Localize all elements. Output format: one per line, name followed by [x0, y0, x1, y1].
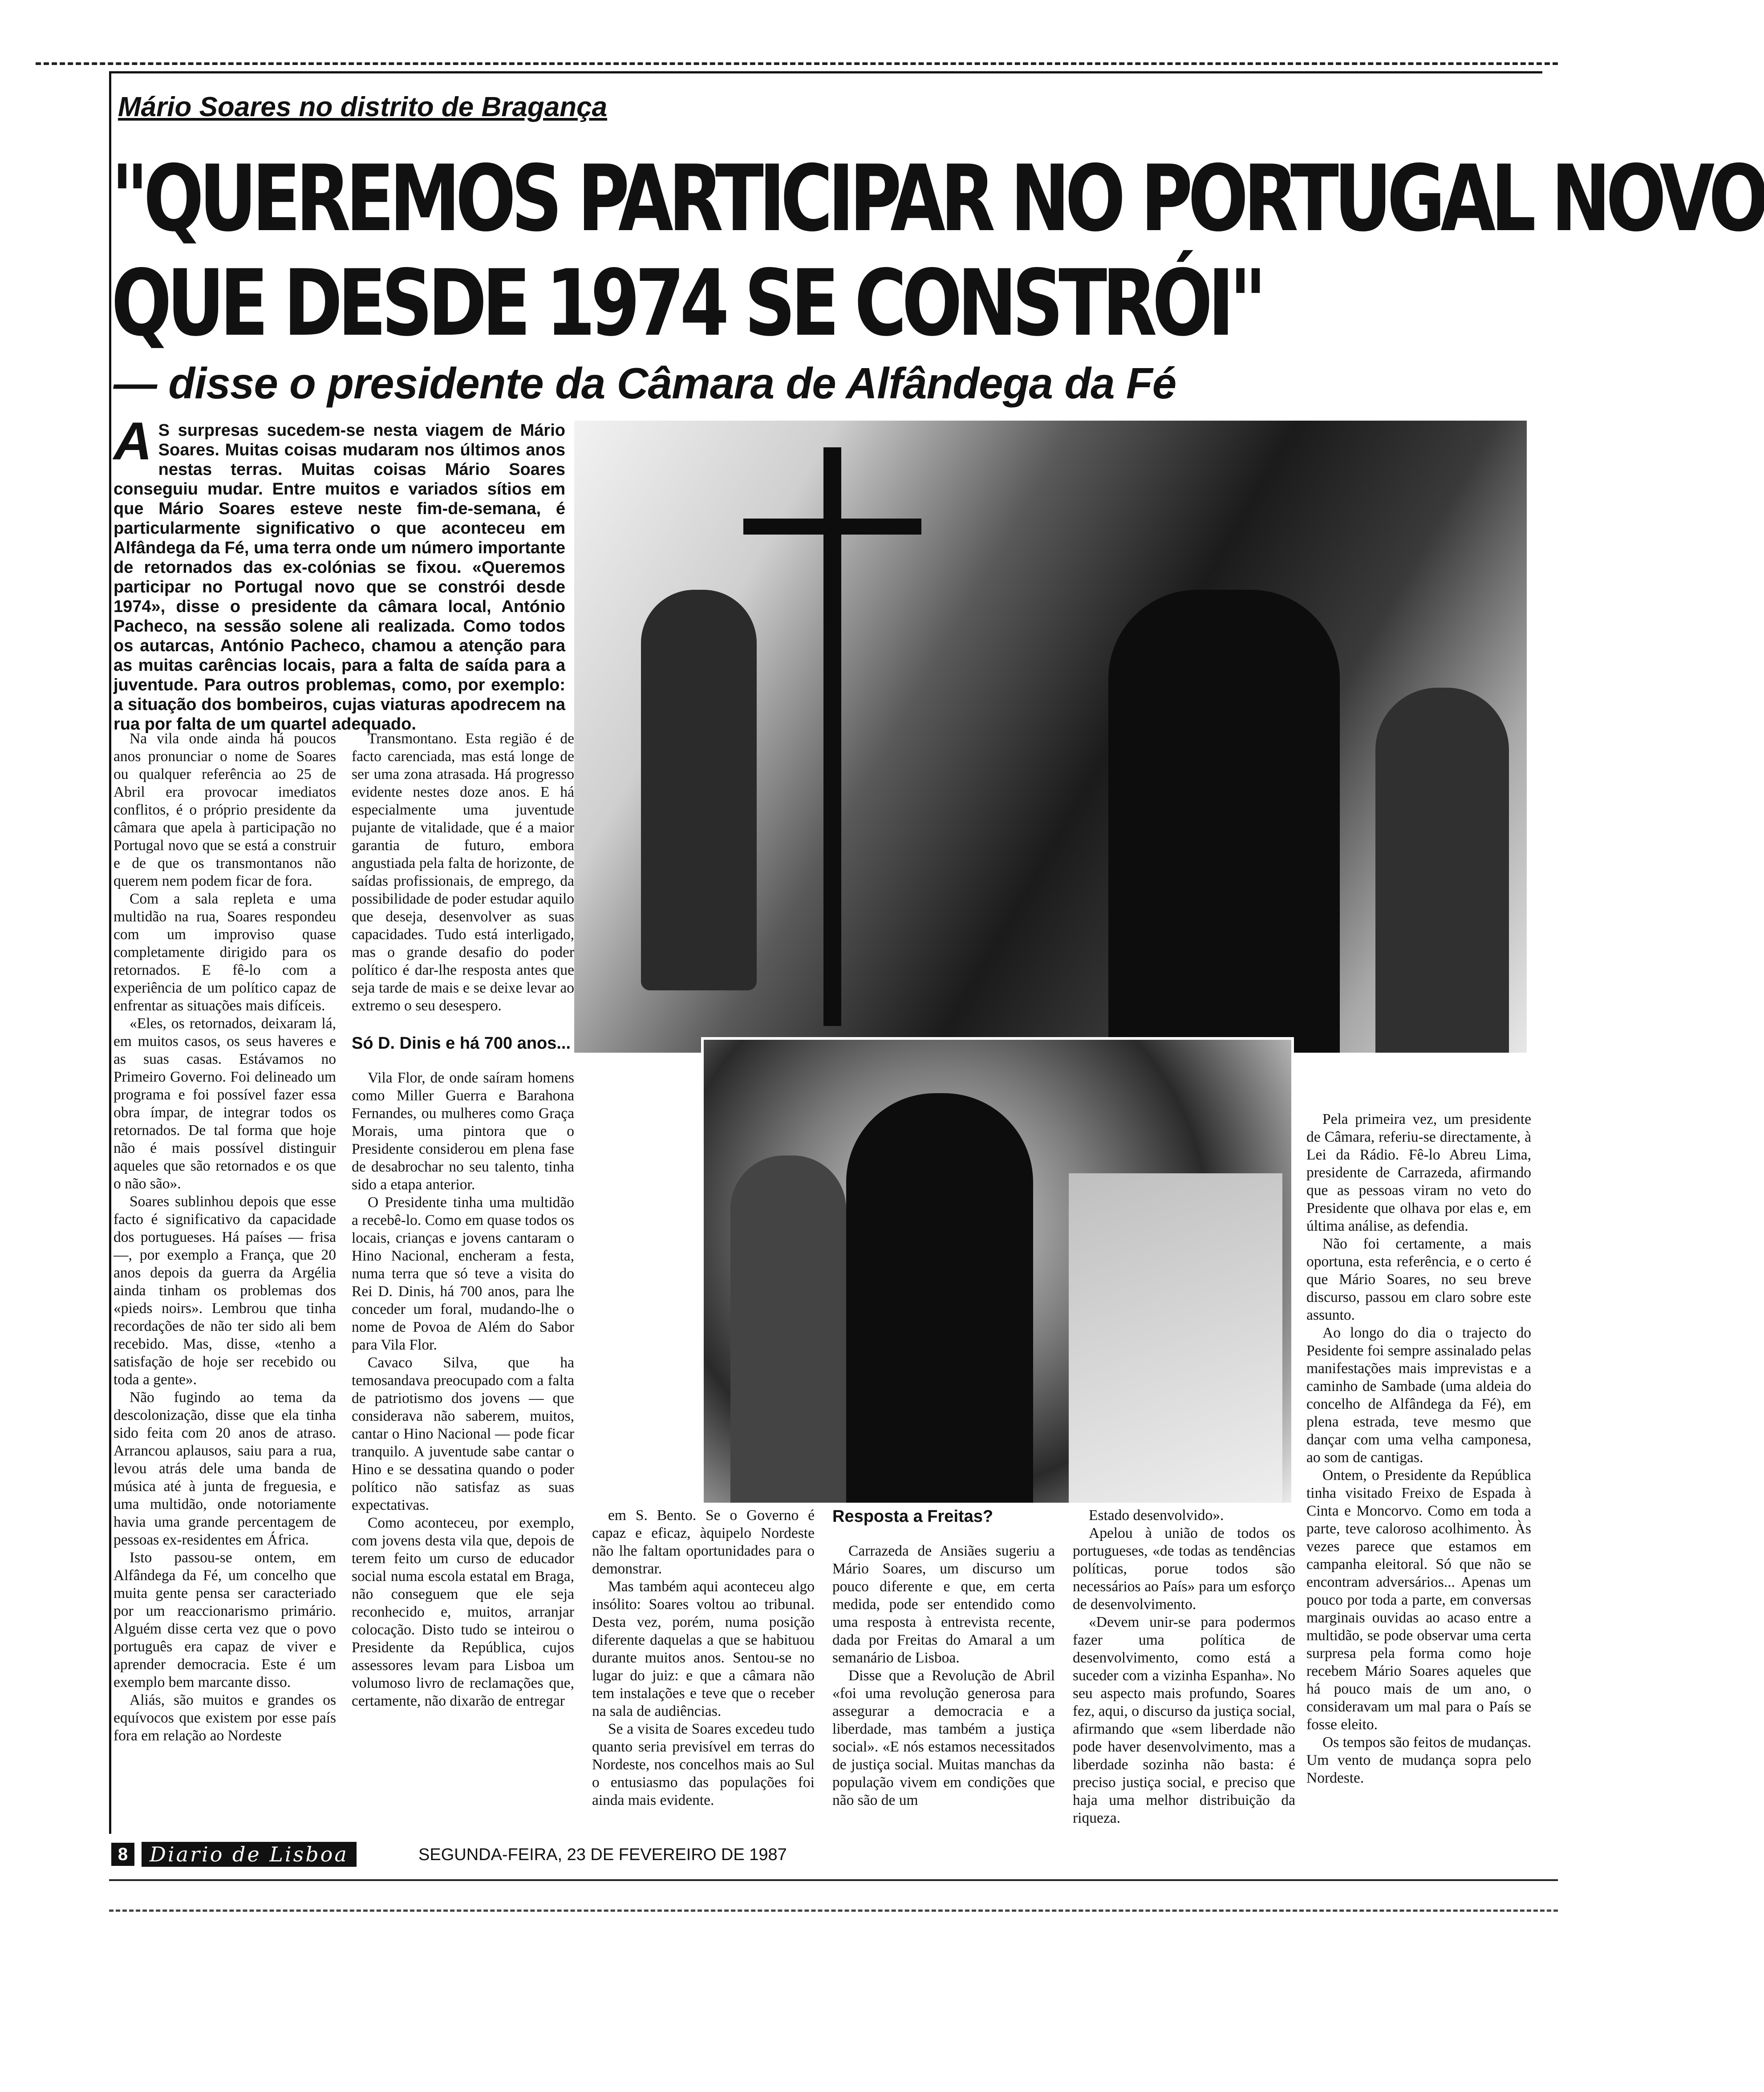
paragraph: Disse que a Revolução de Abril «foi uma revolução generosa para assegurar a democracia e a liberdade, mas também a justiça social». «E nós estamos necessitados de justiça social. Muitas manchas da população vivem em condições que não são de um	[832, 1667, 1055, 1808]
paragraph: Cavaco Silva, que ha temosandava preocupado com a falta de patriotismo dos jovens — que considerava não saberem, muitos, cantar o Hino Nacional — pode ficar tranquilo. A juventude sabe cantar o Hino e se dessatina quando o poder político não satisfaz as suas expectativas.	[352, 1354, 574, 1513]
paragraph: Aliás, são muitos e grandes os equívocos que existem por esse país fora em relação ao Nordeste	[114, 1692, 336, 1744]
dropcap: A	[114, 411, 152, 471]
lead-text: S surpresas sucedem-se nesta viagem de Mário Soares. Muitas coisas mudaram nos últimos anos nestas terras. Muitas coisas Mário Soares conseguiu mudar. Entre muitos e variados sítios em que Mário Soares esteve neste fim-de-semana, é particularmente significativo o que aconteceu em Alfândega da Fé, uma terra onde um número importante de retornados das ex-colónias se fixou. «Queremos participar no Portugal novo que se constrói desde 1974», disse o presidente da câmara local, António Pacheco, na sessão solene ali realizada. Como todos os autarcas, António Pacheco, chamou a atenção para as muitas carências locais, para a falta de saída para a juventude. Para outros problemas, como, por exemplo: a situação dos bombeiros, cujas viaturas apodrecem na rua por falta de um quartel adequado.	[114, 421, 565, 734]
paragraph: «Devem unir-se para podermos fazer uma política de desenvolvimento, como está a suceder com a vizinha Espanha». No seu aspecto mais profundo, Soares fez, aqui, o discurso da justiça social, afirmando que «sem liberdade não pode haver desenvolvimento, mas a liberdade sozinha não basta: é preciso justiça social, e preciso que haja uma melhor distribuição da riqueza.	[1073, 1614, 1295, 1826]
paragraph: Os tempos são feitos de mudanças. Um vento de mudança sopra pelo Nordeste.	[1306, 1734, 1531, 1786]
headline-line-1: "QUEREMOS PARTICIPAR NO PORTUGAL NOVO	[111, 146, 1764, 252]
paragraph: em S. Bento. Se o Governo é capaz e eficaz, àquipelo Nordeste não lhe faltam oportunidades para o demonstrar.	[592, 1507, 815, 1577]
dateline: SEGUNDA-FEIRA, 23 DE FEVEREIRO DE 1987	[418, 1845, 787, 1864]
inset-photo	[701, 1037, 1294, 1505]
paragraph: Apelou à união de todos os portugueses, «de todas as tendências políticas, porue todos são necessários ao País» para um esforço de desenvolvimento.	[1073, 1525, 1295, 1613]
article-lead	[114, 411, 565, 734]
column-5	[1073, 1507, 1295, 1827]
subhead-resposta-a-freitas: Resposta a Freitas?	[832, 1507, 994, 1526]
subhead-so-d-dinis: Só D. Dinis e há 700 anos...	[352, 1034, 571, 1053]
column-6	[1306, 1111, 1531, 1827]
page-number: 8	[111, 1843, 134, 1866]
paragraph: Estado desenvolvido».	[1089, 1507, 1224, 1524]
article-deck: — disse o presidente da Câmara de Alfândega da Fé	[114, 359, 1176, 408]
paragraph: Como aconteceu, por exemplo, com jovens desta vila que, depois de terem feito um curso de educador social numa escola estatal em Braga, não conseguem que ele seja reconhecido e, muitos, arranjar colocação. Disto tudo se inteirou o Presidente da República, cujos assessores levam para Lisboa um volumoso livro de reclamações que, certamente, não dixarão de entregar	[352, 1515, 574, 1709]
paragraph: Mas também aqui aconteceu algo insólito: Soares voltou ao tribunal. Desta vez, porém, numa posição diferente daquelas a que se habituou durante muitos anos. Sentou-se no lugar do juiz: e que a câmara não tem instalações e teve que o receber na sala de audiências.	[592, 1578, 815, 1719]
paragraph: Ontem, o Presidente da República tinha visitado Freixo de Espada à Cinta e Moncorvo. Como em toda a parte, teve caloroso acolhimento. Às vezes parece que estamos em campanha eleitoral. Só que não se encontram adversários... Apenas um pouco por toda a parte, em conversas marginais ouvidas ao acaso entre a multidão, se pode observar uma certa surpresa pela forma como hoje recebem Mário Soares aqueles que há pouco mais de um ano, o consideravam um mal para o País se fosse eleito.	[1306, 1467, 1531, 1733]
bottom-rule	[109, 1879, 1558, 1881]
article-kicker: Mário Soares no distrito de Bragança	[118, 92, 608, 122]
column-3	[592, 1507, 815, 1827]
column-4	[832, 1507, 1055, 1827]
paragraph: Não fugindo ao tema da descolonização, disse que ela tinha sido feita com 20 anos de atraso. Arrancou aplausos, saiu para a rua, levou atrás dele uma banda de música até à junta de freguesia, e uma multidão, onde notoriamente havia uma grande percentagem de pessoas ex-residentes em África.	[114, 1389, 336, 1548]
photo-icon	[846, 1093, 1033, 1503]
headline-line-2: QUE DESDE 1974 SE CONSTRÓI"	[111, 251, 1262, 357]
article-headline	[111, 146, 1764, 357]
paragraph: Pela primeira vez, um presidente de Câmara, referiu-se directamente, à Lei da Rádio. Fê-lo Abreu Lima, presidente de Carrazeda, afirmando que as pessoas viram no veto do Presidente que olhava por elas e, em última análise, as defendia.	[1306, 1111, 1531, 1234]
paragraph: Isto passou-se ontem, em Alfândega da Fé, um concelho que muita gente pensa ser caracteriado por um reaccionarismo primário. Alguém disse certa vez que o povo português era capaz de viver e aprender democracia. Este é um exemplo bem marcante disso.	[114, 1549, 336, 1691]
bottom-dashed-rule	[109, 1910, 1558, 1912]
column-1	[114, 730, 336, 1825]
column-2	[352, 730, 574, 1825]
paragraph: Vila Flor, de onde saíram homens como Miller Guerra e Barahona Fernandes, ou mulheres como Graça Morais, uma pintora que o Presidente considerou em plena fase de desabrochar no seu talento, tinha sido a etapa anterior.	[352, 1070, 574, 1193]
paragraph: Soares sublinhou depois que esse facto é significativo da capacidade dos portugueses. Há países — frisa —, por exemplo a França, que 20 anos depois da guerra da Argélia ainda tinham os problemas dos «pieds noirs». Lembrou que tinha recordações de não ter sido ali bem recebido. Mas, disse, «tenho a satisfação de hoje ser recebido ou toda a gente».	[114, 1193, 336, 1388]
top-rule	[36, 62, 1558, 65]
paragraph: Transmontano. Esta região é de facto carenciada, mas está longe de ser uma zona atrasada. Há progresso evidente nestes doze anos. E há especialmente uma juventude pujante de vitalidade, que é a maior garantia de futuro, embora angustiada pela falta de horizonte, de saídas profissionais, de emprego, da possibilidade de poder estudar aquilo que deseja, desenvolver as suas capacidades. Tudo está interligado, mas o grande desafio do poder político é dar-lhe resposta antes que seja tarde de mais e se deixe levar ao extremo o seu desespero.	[352, 730, 574, 1014]
paragraph: Não foi certamente, a mais oportuna, esta referência, e o certo é que Mário Soares, no seu breve discurso, passou em claro sobre este assunto.	[1306, 1236, 1531, 1323]
paragraph: Com a sala repleta e uma multidão na rua, Soares respondeu com um improviso quase completamente dirigido para os retornados. E fê-lo com a experiência de um político capaz de enfrentar as situações mais difíceis.	[114, 891, 336, 1014]
main-photo	[574, 421, 1527, 1053]
paragraph: Se a visita de Soares excedeu tudo quanto seria previsível em terras do Nordeste, nos concelhos mais ao Sul o entusiasmo das populações foi ainda mais evidente.	[592, 1721, 815, 1808]
paragraph: Carrazeda de Ansiães sugeriu a Mário Soares, um discurso um pouco diferente e que, em certa medida, pode ser entendido como uma resposta à entrevista recente, dada por Freitas do Amaral a um semanário de Lisboa.	[832, 1543, 1055, 1666]
paragraph: Na vila onde ainda há poucos anos pronunciar o nome de Soares ou qualquer referência ao 25 de Abril era provocar imediatos conflitos, é o próprio presidente da câmara que apela à participação no Portugal novo que se está a construir e de que os transmontanos não querem nem podem ficar de fora.	[114, 730, 336, 889]
paragraph: O Presidente tinha uma multidão a recebê-lo. Como em quase todos os locais, crianças e jovens cantaram o Hino Nacional, encheram a festa, numa terra que só teve a visita do Rei D. Dinis, há 700 anos, para lhe conceder um foral, mudando-lhe o nome de Povoa de Além do Sabor para Vila Flor.	[352, 1194, 574, 1353]
paragraph: «Eles, os retornados, deixaram lá, em muitos casos, os seus haveres e as suas casas. Estávamos no Primeiro Governo. Foi delineado um programa e foi possível fazer essa obra ímpar, de integrar todos os retornados. De tal forma que hoje não é mais possível distinguir aqueles que são retornados e os que o não são».	[114, 1015, 336, 1192]
paragraph: Ao longo do dia o trajecto do Pesidente foi sempre assinalado pelas manifestações mais imprevistas e a caminho de Sambade (uma aldeia do concelho de Alfândega da Fé), em plena estrada, teve mesmo que dançar com uma velha camponesa, ao som de cantigas.	[1306, 1325, 1531, 1466]
masthead-logo: Diario de Lisboa	[142, 1842, 357, 1867]
